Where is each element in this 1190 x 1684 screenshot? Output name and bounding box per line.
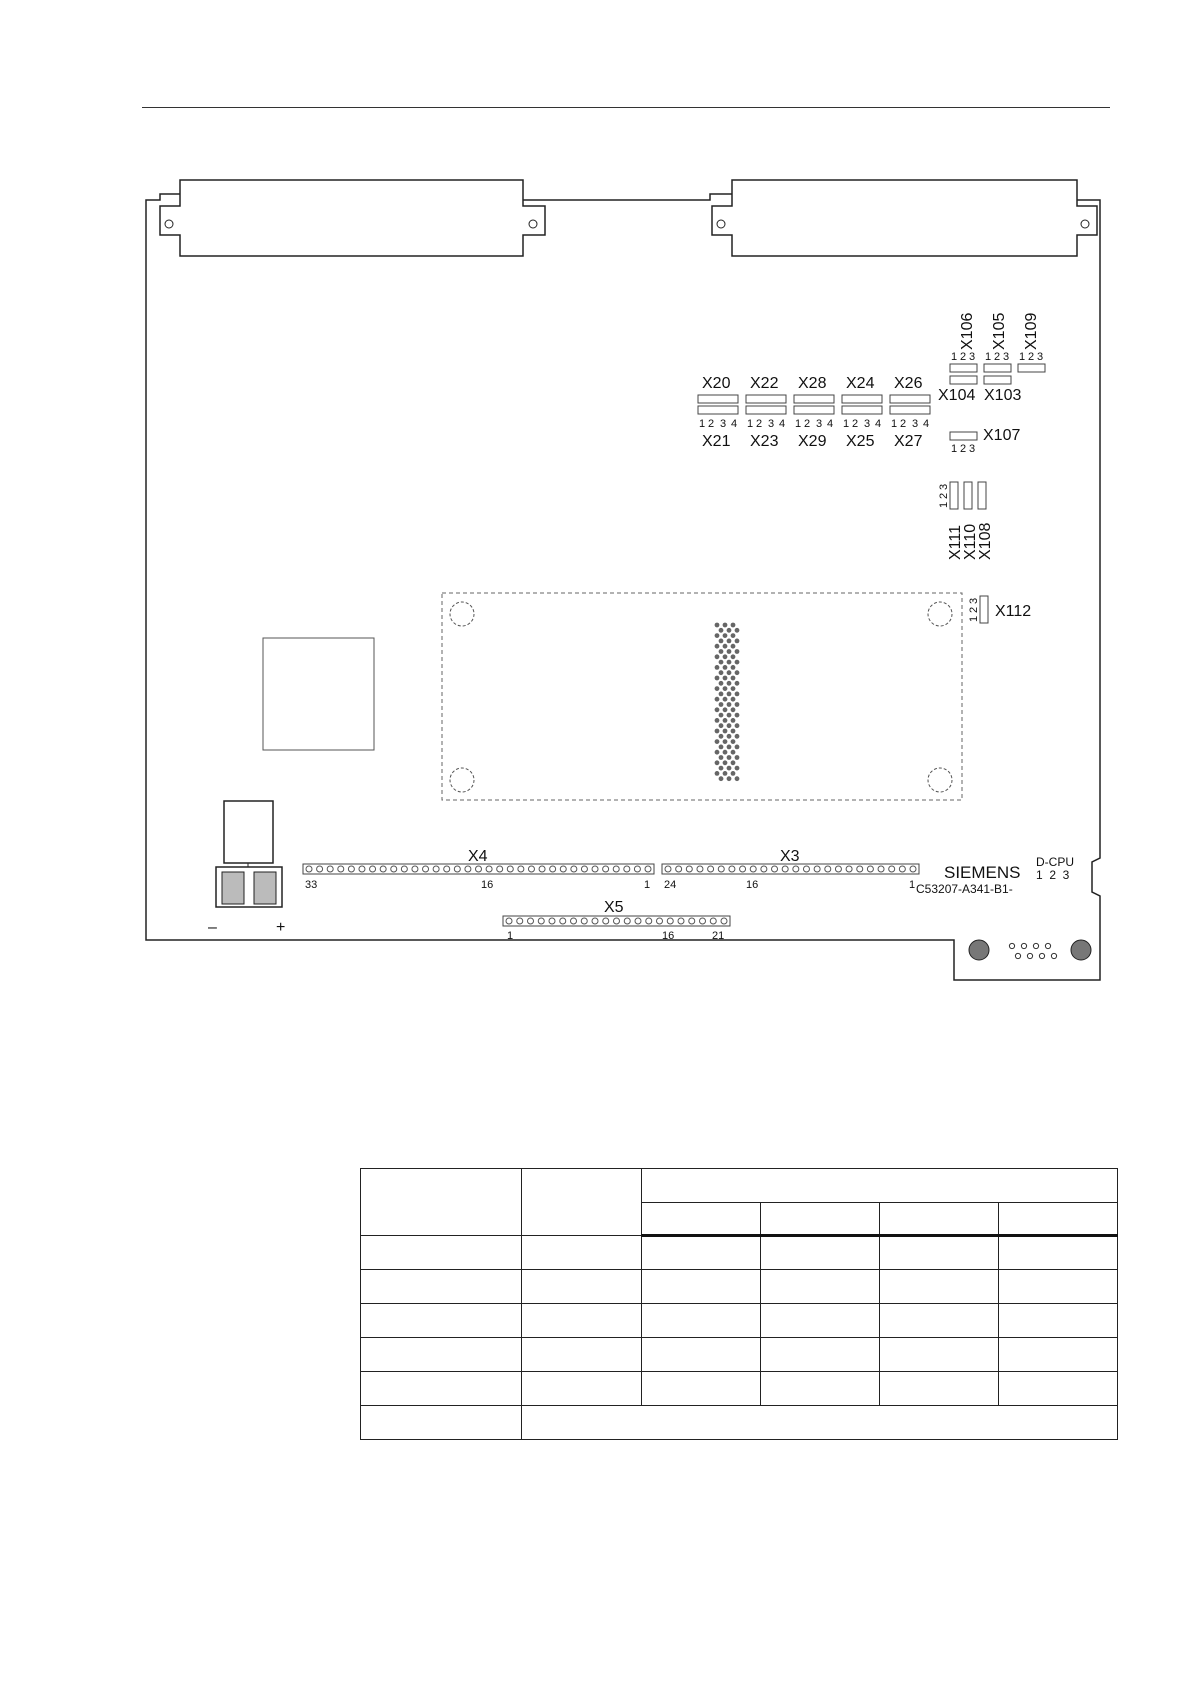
pins-x112-2: 2	[968, 606, 980, 613]
pins-x21-2: 2	[708, 418, 715, 430]
pin-grid-dot	[735, 692, 740, 697]
pin-grid-dot	[723, 654, 728, 659]
pin-grid-dot	[723, 665, 728, 670]
pin-grid-dot	[723, 750, 728, 755]
pin-grid-dot	[719, 734, 724, 739]
pins-x25-2: 2	[852, 418, 859, 430]
pin-grid-dot	[719, 723, 724, 728]
pins-x109-3: 3	[1037, 351, 1044, 363]
top-right-connector	[712, 180, 1097, 256]
pin-grid-dot	[735, 713, 740, 718]
pin-grid-dot	[719, 660, 724, 665]
pins-x112-1: 1	[968, 615, 980, 622]
label-x111: X111	[947, 525, 964, 560]
pins-x25-4: 4	[875, 418, 882, 430]
pins-x23-4: 4	[779, 418, 786, 430]
pin-grid-dot	[735, 766, 740, 771]
pin-grid-dot	[731, 739, 736, 744]
pin-grid-dot	[735, 670, 740, 675]
pin-grid-dot	[727, 734, 732, 739]
pin-grid-dot	[715, 760, 720, 765]
pin-grid-dot	[723, 697, 728, 702]
pin-grid-dot	[715, 686, 720, 691]
pin-grid-dot	[735, 755, 740, 760]
pin-grid-dot	[735, 702, 740, 707]
pin-grid-dot	[731, 750, 736, 755]
jumper-pair-x24-x25	[842, 375, 882, 450]
pins-x23-1: 1	[747, 418, 754, 430]
pin-grid-dot	[723, 771, 728, 776]
table-header-cell	[761, 1203, 880, 1236]
pin-grid-dot	[715, 676, 720, 681]
daughterboard-outline	[442, 593, 962, 800]
label-x23: X23	[750, 433, 779, 450]
pins-x23-3: 3	[768, 418, 775, 430]
pin-grid-dot	[735, 639, 740, 644]
pins-x107-3: 3	[969, 443, 976, 455]
pin-grid-dot	[727, 692, 732, 697]
pin-grid-dot	[727, 628, 732, 633]
label-x3: X3	[780, 848, 800, 865]
table-row	[361, 1338, 1118, 1372]
table-header-cell	[642, 1203, 761, 1236]
pins-x29-4: 4	[827, 418, 834, 430]
pin-grid-dot	[727, 766, 732, 771]
jumper-block-x112	[980, 596, 988, 623]
jumper-pair-x20-x21	[698, 375, 738, 450]
label-x107: X107	[983, 427, 1021, 444]
jumper-pair-x28-x29	[794, 375, 834, 450]
pin-grid-dot	[715, 771, 720, 776]
db-connector	[969, 940, 1091, 960]
pins-x112-3: 3	[968, 597, 980, 604]
pin-grid-dot	[715, 633, 720, 638]
pins-x29-1: 1	[795, 418, 802, 430]
label-x110: X110	[962, 523, 979, 560]
jumper-block-x107	[950, 432, 977, 440]
pin-grid-dot	[731, 644, 736, 649]
table-header-cell	[361, 1169, 522, 1236]
pin-grid-dot	[727, 639, 732, 644]
pin-grid-dot	[731, 633, 736, 638]
pin-grid-dot	[715, 707, 720, 712]
pins-x105-2: 2	[994, 351, 1001, 363]
x3-pin-16: 16	[746, 879, 759, 891]
pins-x21-1: 1	[699, 418, 706, 430]
pins-x105: 1	[985, 351, 992, 363]
pins-x109-2: 2	[1028, 351, 1035, 363]
table-row	[361, 1372, 1118, 1406]
pin-grid-dot	[723, 760, 728, 765]
label-x103: X103	[984, 387, 1022, 404]
label-x104: X104	[938, 387, 976, 404]
connector-x3	[662, 848, 919, 891]
pin-grid-dot	[731, 718, 736, 723]
pin-grid-dot	[731, 729, 736, 734]
x3-pin-1: 1	[909, 879, 916, 891]
jumper-pair-x22-x23	[746, 375, 786, 450]
x4-pin-33: 33	[305, 879, 318, 891]
label-x105: X105	[991, 312, 1008, 350]
pin-grid-dot	[727, 660, 732, 665]
pin-grid-dot	[727, 745, 732, 750]
x5-pin-1: 1	[507, 930, 514, 942]
module-pins: 1 2 3	[1036, 868, 1070, 882]
table-header-cell	[522, 1169, 642, 1236]
chip	[263, 638, 374, 750]
pin-grid-dot	[723, 718, 728, 723]
pin-grid-dot	[735, 681, 740, 686]
pin-grid-dot	[719, 628, 724, 633]
label-x112: X112	[995, 603, 1032, 620]
label-x26: X26	[894, 375, 923, 392]
jumper-settings-table	[360, 1168, 1118, 1440]
pins-x111-1: 1	[938, 501, 950, 508]
jumper-block-x111-x108	[950, 482, 986, 509]
pin-grid-dot	[727, 702, 732, 707]
label-x109: X109	[1023, 312, 1040, 350]
table-header-cell	[880, 1203, 999, 1236]
pin-grid-dot	[731, 760, 736, 765]
pin-grid-dot	[719, 649, 724, 654]
top-left-connector	[160, 180, 545, 256]
label-x21: X21	[702, 433, 731, 450]
pin-grid-dot	[723, 739, 728, 744]
pin-grid-dot	[731, 676, 736, 681]
pin-grid-dot	[715, 654, 720, 659]
pin-grid-dot	[735, 776, 740, 781]
pin-grid-dot	[715, 729, 720, 734]
pin-grid-dot	[731, 665, 736, 670]
pin-grid-dot	[723, 644, 728, 649]
x5-pin-21: 21	[712, 930, 725, 942]
pin-grid-dot	[715, 623, 720, 628]
pin-grid-dot	[723, 729, 728, 734]
label-x5: X5	[604, 899, 624, 916]
pin-grid-dot	[735, 745, 740, 750]
pin-grid-dot	[723, 633, 728, 638]
pin-grid-dot	[735, 649, 740, 654]
pins-x29-3: 3	[816, 418, 823, 430]
pin-grid-dot	[735, 628, 740, 633]
x4-pin-1: 1	[644, 879, 651, 891]
pin-grid-dot	[715, 644, 720, 649]
module-label: D-CPU	[1036, 855, 1074, 869]
pin-grid-dot	[735, 660, 740, 665]
pins-x111-3: 3	[938, 483, 950, 490]
pin-grid-dot	[723, 707, 728, 712]
pin-grid-dot	[727, 723, 732, 728]
table-row	[361, 1406, 1118, 1440]
table-header-cell	[999, 1203, 1118, 1236]
pin-grid-dot	[715, 718, 720, 723]
pin-grid-dot	[719, 692, 724, 697]
pin-grid-dot	[731, 707, 736, 712]
label-x25: X25	[846, 433, 875, 450]
table-row	[361, 1270, 1118, 1304]
pins-x111-2: 2	[938, 492, 950, 499]
pin-grid-dot	[727, 713, 732, 718]
label-x106: X106	[959, 312, 976, 350]
label-x24: X24	[846, 375, 875, 392]
table-row	[361, 1236, 1118, 1270]
pin-grid-dot	[731, 654, 736, 659]
pin-grid-dot	[723, 623, 728, 628]
pin-grid-dot	[719, 702, 724, 707]
pins-x25-1: 1	[843, 418, 850, 430]
pins-x23-2: 2	[756, 418, 763, 430]
pin-grid-dot	[723, 686, 728, 691]
pin-grid-dot	[727, 649, 732, 654]
pins-x106-2: 2	[960, 351, 967, 363]
pins-x21-4: 4	[731, 418, 738, 430]
pin-grid-dot	[723, 676, 728, 681]
x5-pin-16: 16	[662, 930, 675, 942]
pins-x106: 1	[951, 351, 958, 363]
connector-x5	[503, 899, 730, 942]
pin-grid-dot	[731, 771, 736, 776]
pin-grid-dot	[715, 665, 720, 670]
label-x28: X28	[798, 375, 827, 392]
pins-x27-3: 3	[912, 418, 919, 430]
pins-x25-3: 3	[864, 418, 871, 430]
label-x22: X22	[750, 375, 779, 392]
pins-x27-1: 1	[891, 418, 898, 430]
pins-x105-3: 3	[1003, 351, 1010, 363]
label-x29: X29	[798, 433, 827, 450]
pin-grid-dot	[719, 639, 724, 644]
daughterboard-pin-grid	[715, 623, 740, 782]
pin-grid-dot	[727, 755, 732, 760]
connector-x4	[303, 848, 654, 891]
part-number: C53207-A341-B1-	[916, 882, 1013, 896]
pins-x27-4: 4	[923, 418, 930, 430]
pin-grid-dot	[727, 776, 732, 781]
label-x108: X108	[977, 522, 994, 560]
pins-x106-3: 3	[969, 351, 976, 363]
pin-grid-dot	[719, 776, 724, 781]
battery-minus: –	[208, 919, 217, 936]
table-row	[361, 1304, 1118, 1338]
pin-grid-dot	[715, 750, 720, 755]
brand-label: SIEMENS	[944, 863, 1021, 882]
pins-x27-2: 2	[900, 418, 907, 430]
pin-grid-dot	[719, 766, 724, 771]
battery-plus: +	[276, 919, 286, 936]
pin-grid-dot	[731, 623, 736, 628]
jumper-pair-x26-x27	[890, 375, 930, 450]
pins-x21-3: 3	[720, 418, 727, 430]
pin-grid-dot	[735, 734, 740, 739]
pin-grid-dot	[731, 697, 736, 702]
pin-grid-dot	[719, 670, 724, 675]
pin-grid-dot	[731, 686, 736, 691]
jumper-block-x106	[950, 364, 1045, 384]
x3-pin-24: 24	[664, 879, 677, 891]
pin-grid-dot	[719, 755, 724, 760]
label-x27: X27	[894, 433, 923, 450]
x4-pin-16: 16	[481, 879, 494, 891]
pins-x29-2: 2	[804, 418, 811, 430]
pin-grid-dot	[719, 681, 724, 686]
label-x4: X4	[468, 848, 488, 865]
pin-grid-dot	[727, 670, 732, 675]
battery	[208, 801, 285, 936]
pins-x109: 1	[1019, 351, 1026, 363]
pins-x107-2: 2	[960, 443, 967, 455]
pin-grid-dot	[719, 713, 724, 718]
table-header-cell	[642, 1169, 1118, 1203]
pin-grid-dot	[719, 745, 724, 750]
pin-grid-dot	[715, 739, 720, 744]
pin-grid-dot	[727, 681, 732, 686]
label-x20: X20	[702, 375, 731, 392]
pins-x107-1: 1	[951, 443, 958, 455]
pin-grid-dot	[735, 723, 740, 728]
pin-grid-dot	[715, 697, 720, 702]
